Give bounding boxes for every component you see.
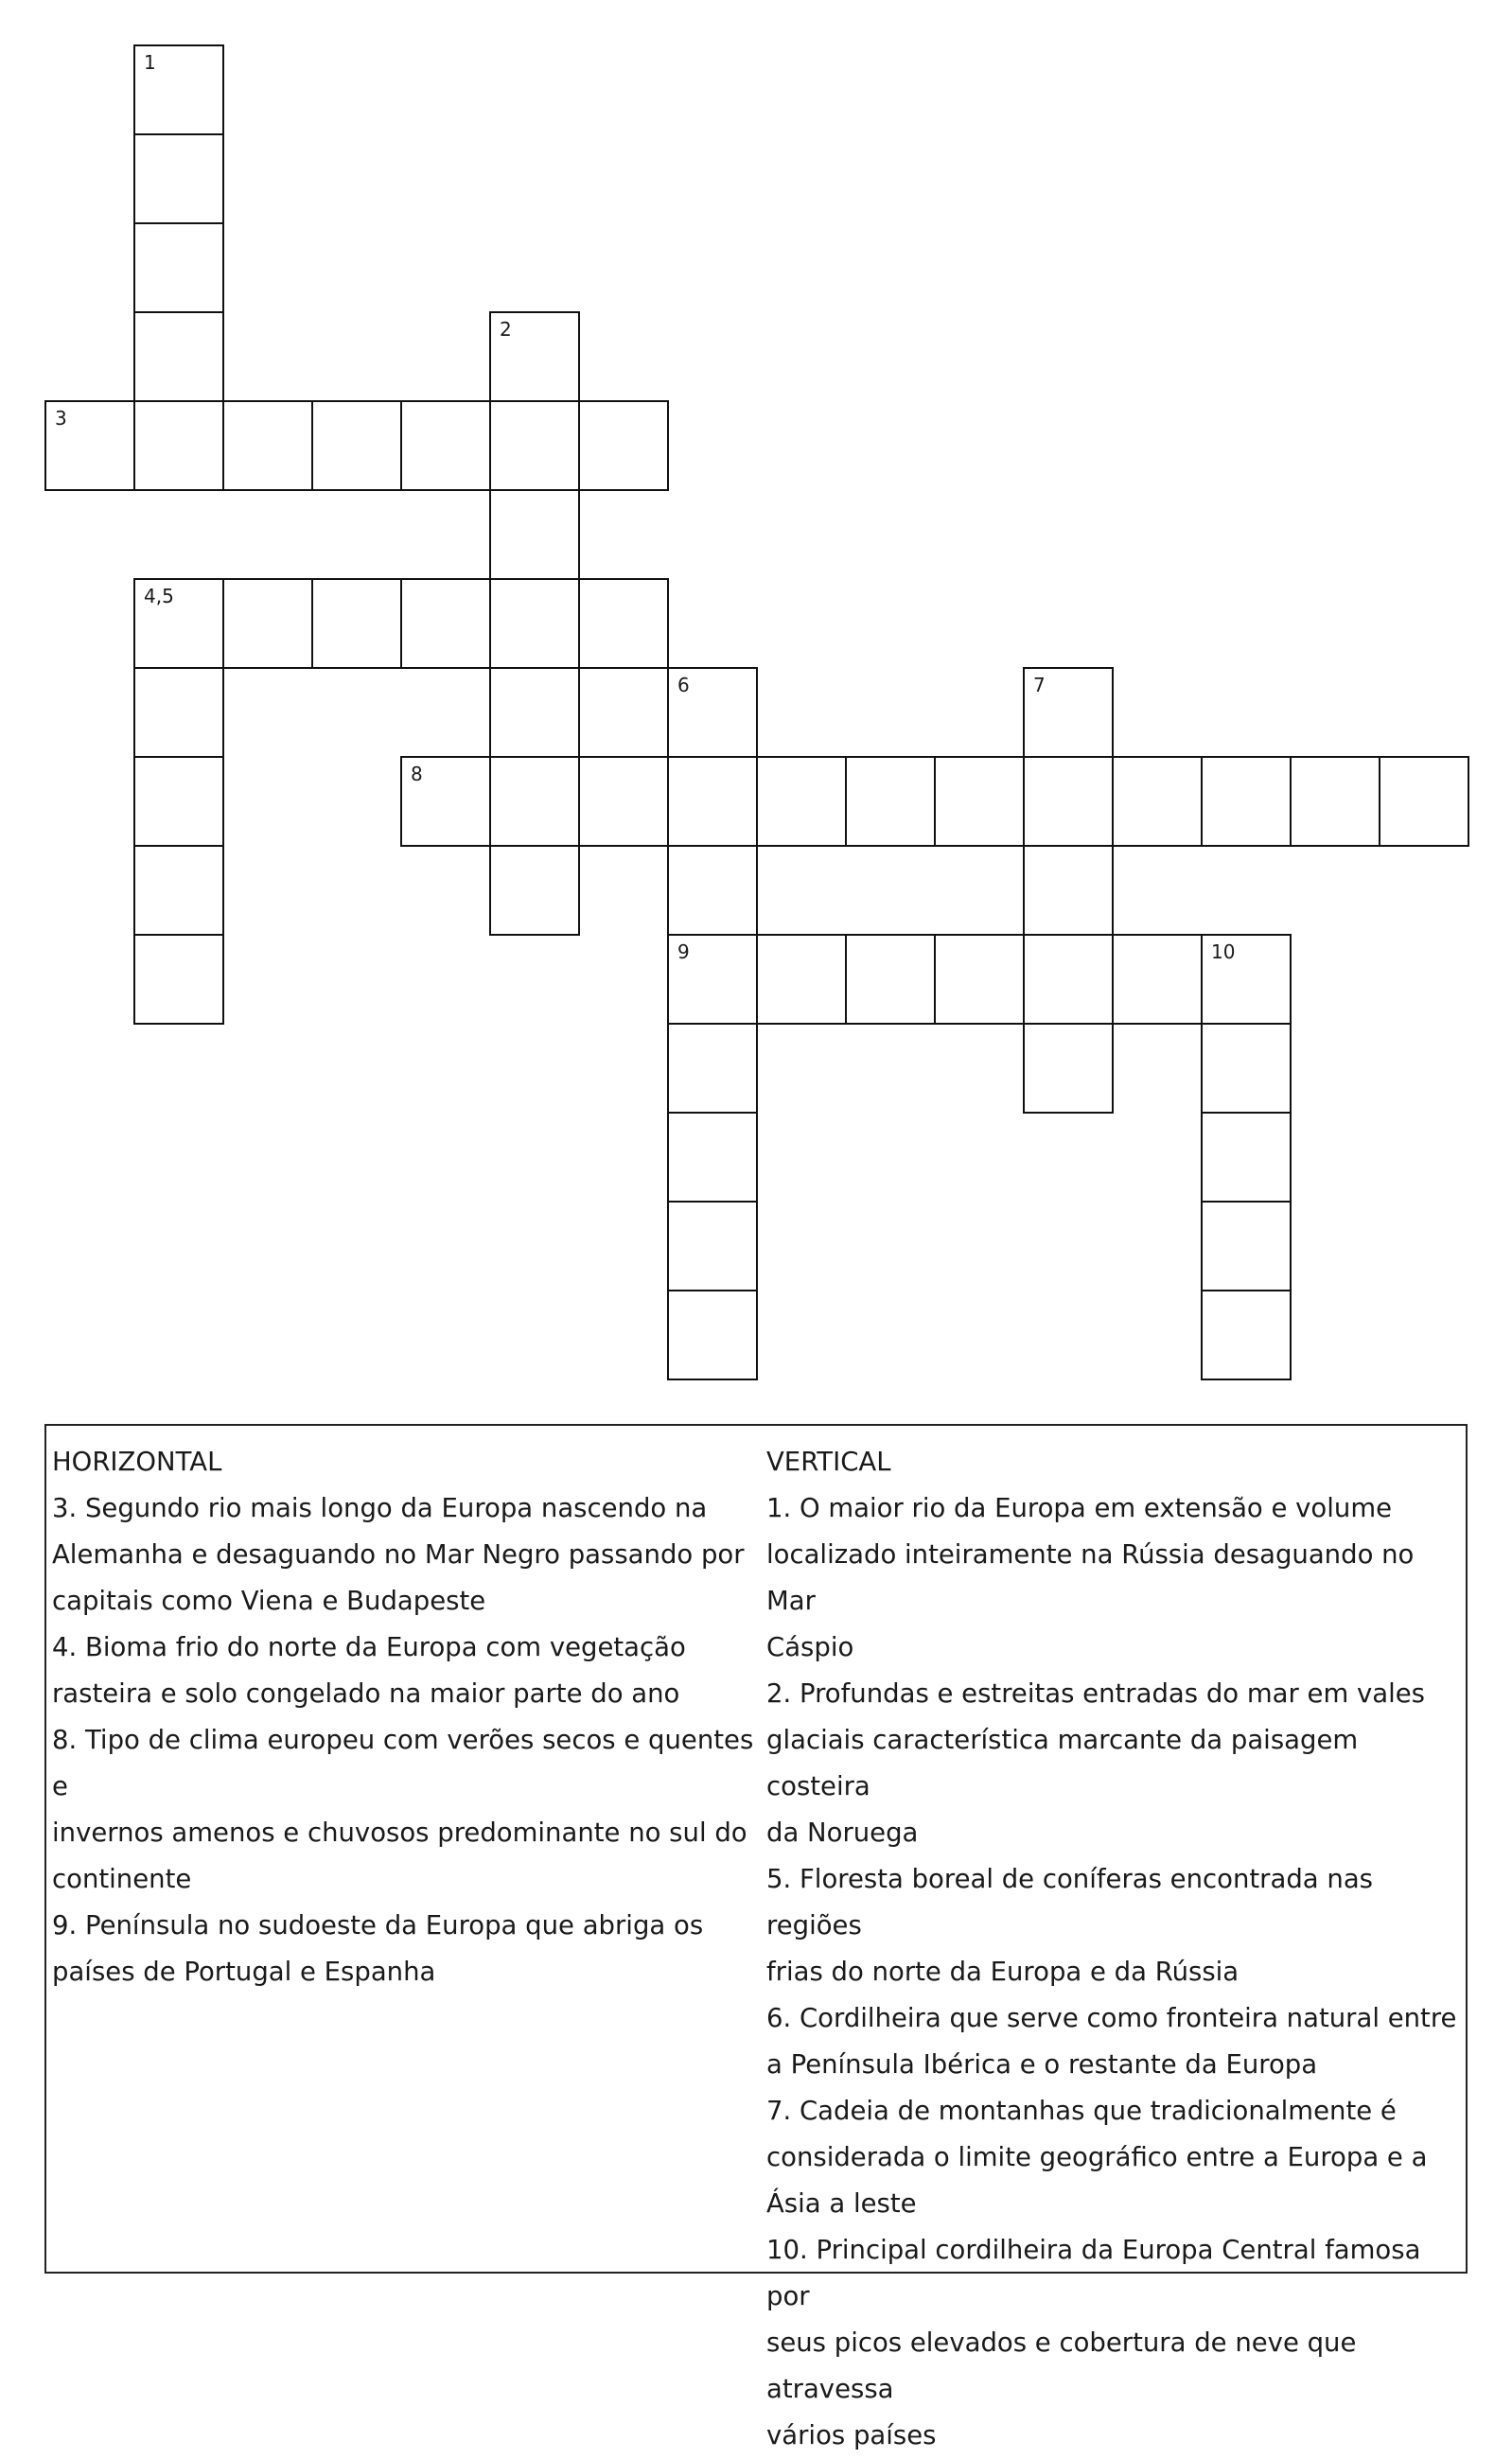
vertical-clue-line: frias do norte da Europa e da Rússia [766, 1957, 1239, 1987]
vertical-clue-line: 7. Cadeia de montanhas que tradicionalmente é [766, 2096, 1397, 2126]
vertical-heading: VERTICAL [766, 1447, 891, 1477]
horizontal-clue-line: Alemanha e desaguando no Mar Negro passando por [52, 1539, 745, 1570]
crossword-cell[interactable] [489, 756, 580, 847]
crossword-cell[interactable] [667, 667, 758, 758]
crossword-cell[interactable] [489, 311, 580, 402]
crossword-cell[interactable] [489, 667, 580, 758]
crossword-cell[interactable] [845, 756, 936, 847]
vertical-clue-line: considerada o limite geográfico entre a Europa e a [766, 2142, 1428, 2172]
crossword-cell[interactable] [133, 311, 224, 402]
crossword-cell[interactable] [1023, 1023, 1114, 1114]
crossword-cell[interactable] [667, 845, 758, 936]
vertical-clue-line: Ásia a leste [766, 2188, 917, 2219]
clue-number: 3 [55, 407, 67, 430]
vertical-clue-line: vários países [766, 2420, 937, 2450]
crossword-cell[interactable] [1201, 1112, 1292, 1203]
horizontal-clues [52, 1439, 762, 1995]
crossword-cell[interactable] [133, 44, 224, 135]
crossword-cell[interactable] [133, 934, 224, 1025]
horizontal-clue-line: 8. Tipo de clima europeu com verões secos e quentes e [52, 1725, 754, 1801]
horizontal-clue-line: países de Portugal e Espanha [52, 1957, 436, 1987]
crossword-cell[interactable] [1290, 756, 1380, 847]
clue-number: 1 [144, 51, 156, 74]
horizontal-clue-line: 9. Península no sudoeste da Europa que abriga os [52, 1910, 704, 1941]
crossword-cell[interactable] [667, 1023, 758, 1114]
crossword-cell[interactable] [934, 934, 1025, 1025]
crossword-cell[interactable] [222, 400, 313, 491]
vertical-clue-line: 6. Cordilheira que serve como fronteira natural entre [766, 2003, 1457, 2033]
crossword-cell[interactable] [934, 756, 1025, 847]
vertical-clue-line: localizado inteiramente na Rússia desaguando no Mar [766, 1539, 1415, 1616]
clue-number: 10 [1211, 940, 1236, 963]
crossword-cell[interactable] [133, 222, 224, 313]
crossword-cell[interactable] [1023, 845, 1114, 936]
crossword-cell[interactable] [578, 756, 669, 847]
crossword-cell[interactable] [311, 400, 402, 491]
crossword-cell[interactable] [667, 756, 758, 847]
horizontal-clue-line: rasteira e solo congelado na maior parte do ano [52, 1678, 680, 1709]
crossword-cell[interactable] [1379, 756, 1469, 847]
horizontal-clue-line: capitais como Viena e Budapeste [52, 1586, 486, 1616]
crossword-cell[interactable] [489, 400, 580, 491]
crossword-cell[interactable] [133, 845, 224, 936]
crossword-cell[interactable] [667, 1112, 758, 1203]
vertical-clue-line: glaciais característica marcante da paisagem costeira [766, 1725, 1359, 1801]
crossword-cell[interactable] [667, 934, 758, 1025]
crossword-cell[interactable] [133, 400, 224, 491]
vertical-clue-line: Cáspio [766, 1632, 854, 1662]
crossword-cell[interactable] [1023, 667, 1114, 758]
crossword-cell[interactable] [489, 845, 580, 936]
crossword-cell[interactable] [489, 578, 580, 669]
crossword-cell[interactable] [756, 934, 847, 1025]
crossword-cell[interactable] [1112, 756, 1203, 847]
crossword-cell[interactable] [667, 1201, 758, 1291]
crossword-cell[interactable] [1201, 934, 1292, 1025]
crossword-cell[interactable] [667, 1290, 758, 1380]
crossword-cell[interactable] [489, 489, 580, 580]
vertical-clue-line: 10. Principal cordilheira da Europa Central famosa por [766, 2235, 1421, 2311]
crossword-cell[interactable] [845, 934, 936, 1025]
crossword-cell[interactable] [1201, 1290, 1292, 1380]
crossword-cell[interactable] [133, 133, 224, 224]
clue-number: 2 [500, 318, 512, 341]
crossword-cell[interactable] [578, 578, 669, 669]
crossword-cell[interactable] [44, 400, 135, 491]
crossword-cell[interactable] [578, 400, 669, 491]
horizontal-clue-line: invernos amenos e chuvosos predominante no sul do [52, 1818, 747, 1848]
clue-number: 7 [1033, 674, 1046, 696]
crossword-cell[interactable] [756, 756, 847, 847]
clue-number: 6 [677, 674, 690, 696]
crossword-cell[interactable] [400, 400, 491, 491]
crossword-cell[interactable] [133, 756, 224, 847]
clue-number: 8 [411, 763, 423, 785]
clue-number: 4,5 [144, 585, 174, 607]
crossword-cell[interactable] [400, 756, 491, 847]
crossword-cell[interactable] [222, 578, 313, 669]
vertical-clue-line: da Noruega [766, 1818, 919, 1848]
vertical-clue-line: seus picos elevados e cobertura de neve que atravessa [766, 2327, 1357, 2404]
crossword-cell[interactable] [1201, 1023, 1292, 1114]
vertical-clues [766, 1439, 1462, 2459]
horizontal-clue-line: continente [52, 1864, 192, 1894]
clue-number: 9 [677, 940, 690, 963]
horizontal-clue-line: 4. Bioma frio do norte da Europa com vegetação [52, 1632, 686, 1662]
vertical-clue-line: 5. Floresta boreal de coníferas encontrada nas regiões [766, 1864, 1373, 1941]
horizontal-clue-line: 3. Segundo rio mais longo da Europa nascendo na [52, 1493, 708, 1523]
crossword-cell[interactable] [1023, 756, 1114, 847]
crossword-cell[interactable] [1023, 934, 1114, 1025]
clues-box [44, 1424, 1468, 2450]
vertical-clue-line: a Península Ibérica e o restante da Europa [766, 2049, 1318, 2080]
crossword-cell[interactable] [1201, 756, 1292, 847]
crossword-cell[interactable] [311, 578, 402, 669]
crossword-cell[interactable] [1112, 934, 1203, 1025]
crossword-cell[interactable] [400, 578, 491, 669]
crossword-cell[interactable] [133, 667, 224, 758]
crossword-cell[interactable] [1201, 1201, 1292, 1291]
crossword-cell[interactable] [133, 578, 224, 669]
horizontal-heading: HORIZONTAL [52, 1447, 222, 1477]
vertical-clue-line: 2. Profundas e estreitas entradas do mar em vales [766, 1678, 1426, 1709]
vertical-clue-line: 1. O maior rio da Europa em extensão e volume [766, 1493, 1393, 1523]
